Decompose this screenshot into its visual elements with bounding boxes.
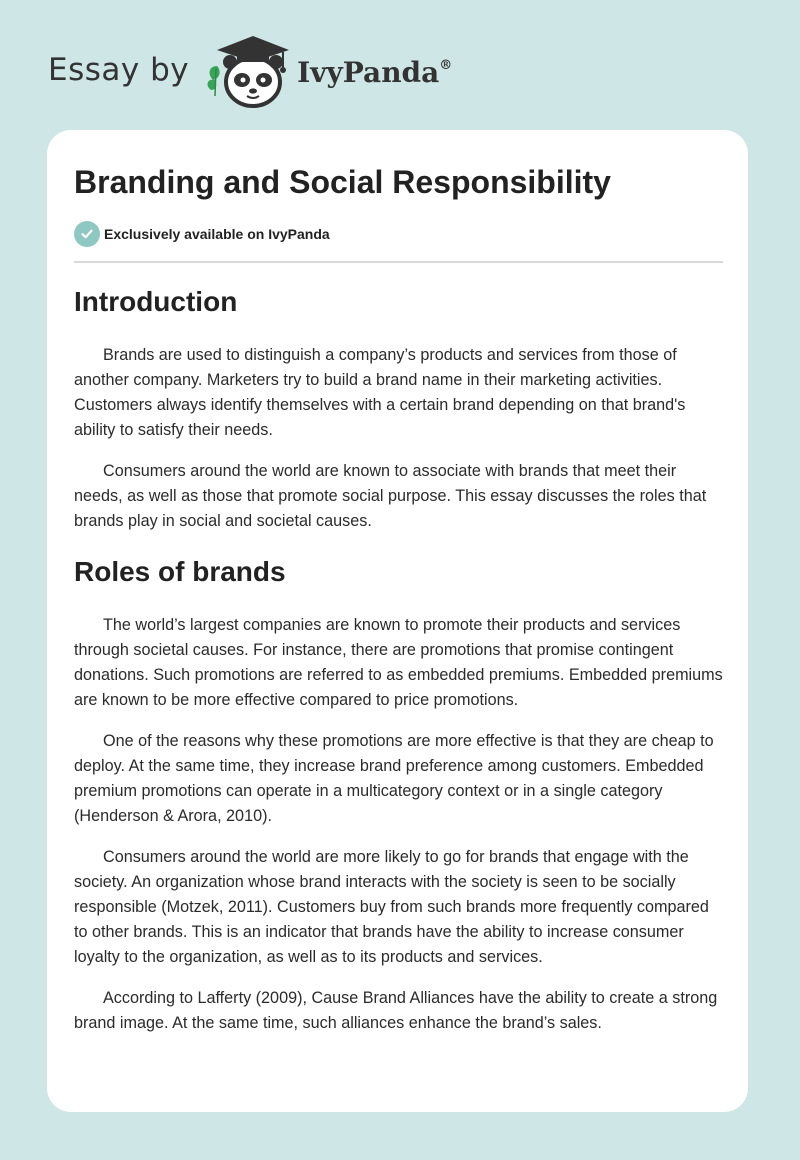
exclusive-badge — [74, 221, 330, 247]
section-roles-of-brands — [74, 550, 724, 1036]
essay-by-label: Essay by — [48, 52, 190, 88]
exclusive-badge-label: Exclusively available on IvyPanda — [104, 226, 330, 242]
title-divider — [74, 261, 723, 263]
panda-graduation-cap-icon[interactable] — [203, 30, 295, 110]
registered-mark: ® — [439, 57, 453, 73]
article-title: Branding and Social Responsibility — [74, 164, 611, 200]
site-header — [48, 30, 452, 110]
paragraph: Consumers around the world are more likely to go for brands that engage with the society. An organization whose brand interacts with the society is seen to be socially responsible (Motzek, 2011). Customers buy from such brands more frequently compared to other brands. This is an indicator that brands have the ability to increase consumer loyalty to the organization, as well as to its products and services. — [74, 848, 709, 966]
article-card — [47, 130, 748, 1112]
check-circle-icon — [74, 221, 100, 247]
paragraph: According to Lafferty (2009), Cause Brand Alliances have the ability to create a strong brand image. At the same time, such alliances enhance the brand’s sales. — [74, 989, 718, 1032]
brand-name[interactable] — [297, 56, 452, 89]
section-heading: Introduction — [74, 286, 238, 317]
section-heading: Roles of brands — [74, 556, 286, 587]
paragraph: The world’s largest companies are known to promote their products and services through societal causes. For instance, there are promotions that promise contingent donations. Such promotions are referred to as embedded premiums. Embedded premiums are known to be more effective compared to price promotions. — [74, 616, 723, 709]
brand-name-text: IvyPanda — [297, 55, 440, 89]
section-introduction — [74, 280, 724, 534]
paragraph: One of the reasons why these promotions are more effective is that they are cheap to deploy. At the same time, they increase brand preference among customers. Embedded premium promotions can operate in a multicategory context or in a single category (Henderson & Arora, 2010). — [74, 732, 714, 825]
paragraph: Consumers around the world are known to associate with brands that meet their needs, as well as those that promote social purpose. This essay discusses the roles that brands play in social and societal causes. — [74, 462, 707, 530]
paragraph: Brands are used to distinguish a company’s products and services from those of another company. Marketers try to build a brand name in their marketing activities. Customers always identify themselves with a certain brand depending on that brand's ability to satisfy their needs. — [74, 346, 686, 439]
article-body — [74, 280, 724, 1052]
